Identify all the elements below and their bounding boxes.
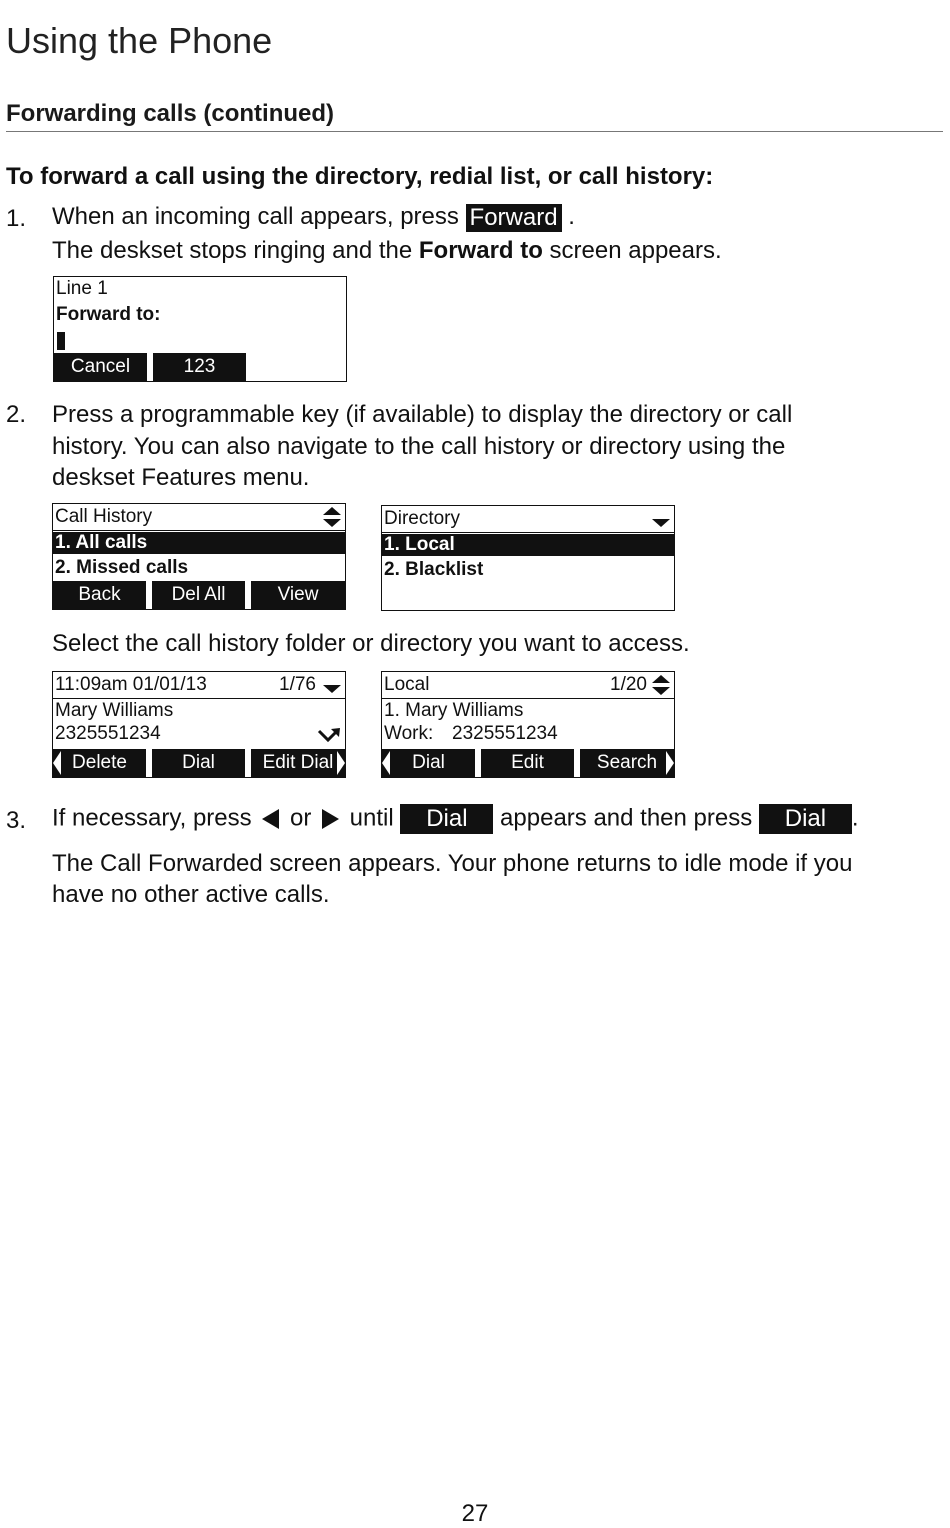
softkey-delete-label: Delete xyxy=(72,752,127,773)
page-number: 27 xyxy=(461,1500,489,1527)
softkey-back: Back xyxy=(53,581,146,609)
caller-number: 2325551234 xyxy=(55,723,161,744)
screen-line-label: Line 1 xyxy=(56,278,108,299)
screen-titlebar xyxy=(382,672,674,699)
scroll-up-down-icon xyxy=(651,674,671,696)
step-1-number: 1. xyxy=(6,205,27,232)
left-arrow-key-icon xyxy=(262,809,279,829)
step-3-line-3: have no other active calls. xyxy=(52,881,330,908)
step-3-or: or xyxy=(289,804,312,832)
softkey-123: 123 xyxy=(153,353,246,381)
work-number-label: Work: xyxy=(384,723,434,744)
missed-calls-item: 2. Missed calls xyxy=(55,557,189,578)
step-1-line-1 xyxy=(52,203,575,232)
screen-titlebar xyxy=(53,672,345,699)
directory-title: Directory xyxy=(384,508,461,529)
scroll-down-icon xyxy=(651,516,671,528)
blacklist-item: 2. Blacklist xyxy=(384,559,484,580)
directory-screen xyxy=(381,505,675,611)
local-entry-screen xyxy=(381,671,675,778)
forward-key: Forward xyxy=(466,204,562,232)
step-3-line-2: The Call Forwarded screen appears. Your phone returns to idle mode if you xyxy=(52,850,853,877)
softkey-search-label: Search xyxy=(596,752,658,773)
step-1-period: . xyxy=(568,203,575,230)
softkey-del-all: Del All xyxy=(152,581,245,609)
forward-to-label: Forward to xyxy=(418,237,543,264)
softkey-search xyxy=(580,749,674,777)
softkey-delete xyxy=(53,749,146,777)
dial-key-2: Dial xyxy=(759,804,852,834)
instruction-heading: To forward a call using the directory, redial list, or call history: xyxy=(6,163,714,190)
missed-call-icon xyxy=(317,727,341,745)
local-label: 1. Local xyxy=(384,534,455,555)
left-arrow-icon xyxy=(382,749,390,777)
step-1-line-2-end: screen appears. xyxy=(542,237,722,264)
step-2-line-1: Press a programmable key (if available) to display the directory or call xyxy=(52,401,793,428)
step-3-until: until xyxy=(349,804,394,832)
heading-divider xyxy=(6,131,943,132)
call-datetime: 11:09am 01/01/13 xyxy=(55,674,207,695)
softkey-dial: Dial xyxy=(152,749,245,777)
softkey-dial xyxy=(382,749,475,777)
step-2-line-2: history. You can also navigate to the call history or directory using the xyxy=(52,433,786,460)
forward-to-prompt: Forward to: xyxy=(56,304,161,325)
softkey-view: View xyxy=(251,581,345,609)
softkey-edit-dial xyxy=(251,749,345,777)
call-history-title: Call History xyxy=(55,506,153,527)
call-history-screen xyxy=(52,503,346,610)
right-arrow-icon xyxy=(337,749,345,777)
step-3-period: . xyxy=(851,804,859,832)
right-arrow-key-icon xyxy=(322,809,339,829)
contact-number: 2325551234 xyxy=(452,723,558,744)
selected-item-local xyxy=(382,534,674,556)
forward-to-screen xyxy=(53,276,347,382)
right-arrow-icon xyxy=(666,749,674,777)
softkey-edit-dial-label: Edit Dial xyxy=(262,752,334,773)
text-cursor xyxy=(57,332,65,350)
history-entry-screen xyxy=(52,671,346,778)
step-1-line-2-start: The deskset stops ringing and the xyxy=(52,237,419,264)
scroll-up-down-icon xyxy=(322,506,342,528)
section-title: Using the Phone xyxy=(6,20,273,61)
step-3-line-1 xyxy=(52,804,859,834)
step-1-text: When an incoming call appears, press xyxy=(52,203,459,230)
selected-item-all-calls xyxy=(53,532,345,554)
step-3-number: 3. xyxy=(6,807,27,834)
screen-titlebar xyxy=(382,506,674,533)
softkey-cancel: Cancel xyxy=(54,353,147,381)
scroll-down-icon xyxy=(322,682,342,694)
all-calls-label: 1. All calls xyxy=(55,532,148,553)
step-2-number: 2. xyxy=(6,401,27,428)
step-1-line-2 xyxy=(52,237,722,265)
contact-name: 1. Mary Williams xyxy=(384,700,524,721)
left-arrow-icon xyxy=(53,749,61,777)
entry-count: 1/20 xyxy=(610,674,647,695)
entry-count: 1/76 xyxy=(279,674,316,695)
caller-name: Mary Williams xyxy=(55,700,174,721)
step-2-line-3: deskset Features menu. xyxy=(52,464,310,491)
step-3-text-mid: appears and then press xyxy=(500,804,753,832)
dial-key-1: Dial xyxy=(400,804,493,834)
page-heading: Forwarding calls (continued) xyxy=(6,100,335,127)
screen-titlebar xyxy=(53,504,345,531)
select-folder-text: Select the call history folder or directory you want to access. xyxy=(52,630,690,657)
softkey-dial-label: Dial xyxy=(412,752,445,773)
step-3-text-1: If necessary, press xyxy=(52,804,252,832)
softkey-edit: Edit xyxy=(481,749,574,777)
local-title: Local xyxy=(384,674,430,695)
